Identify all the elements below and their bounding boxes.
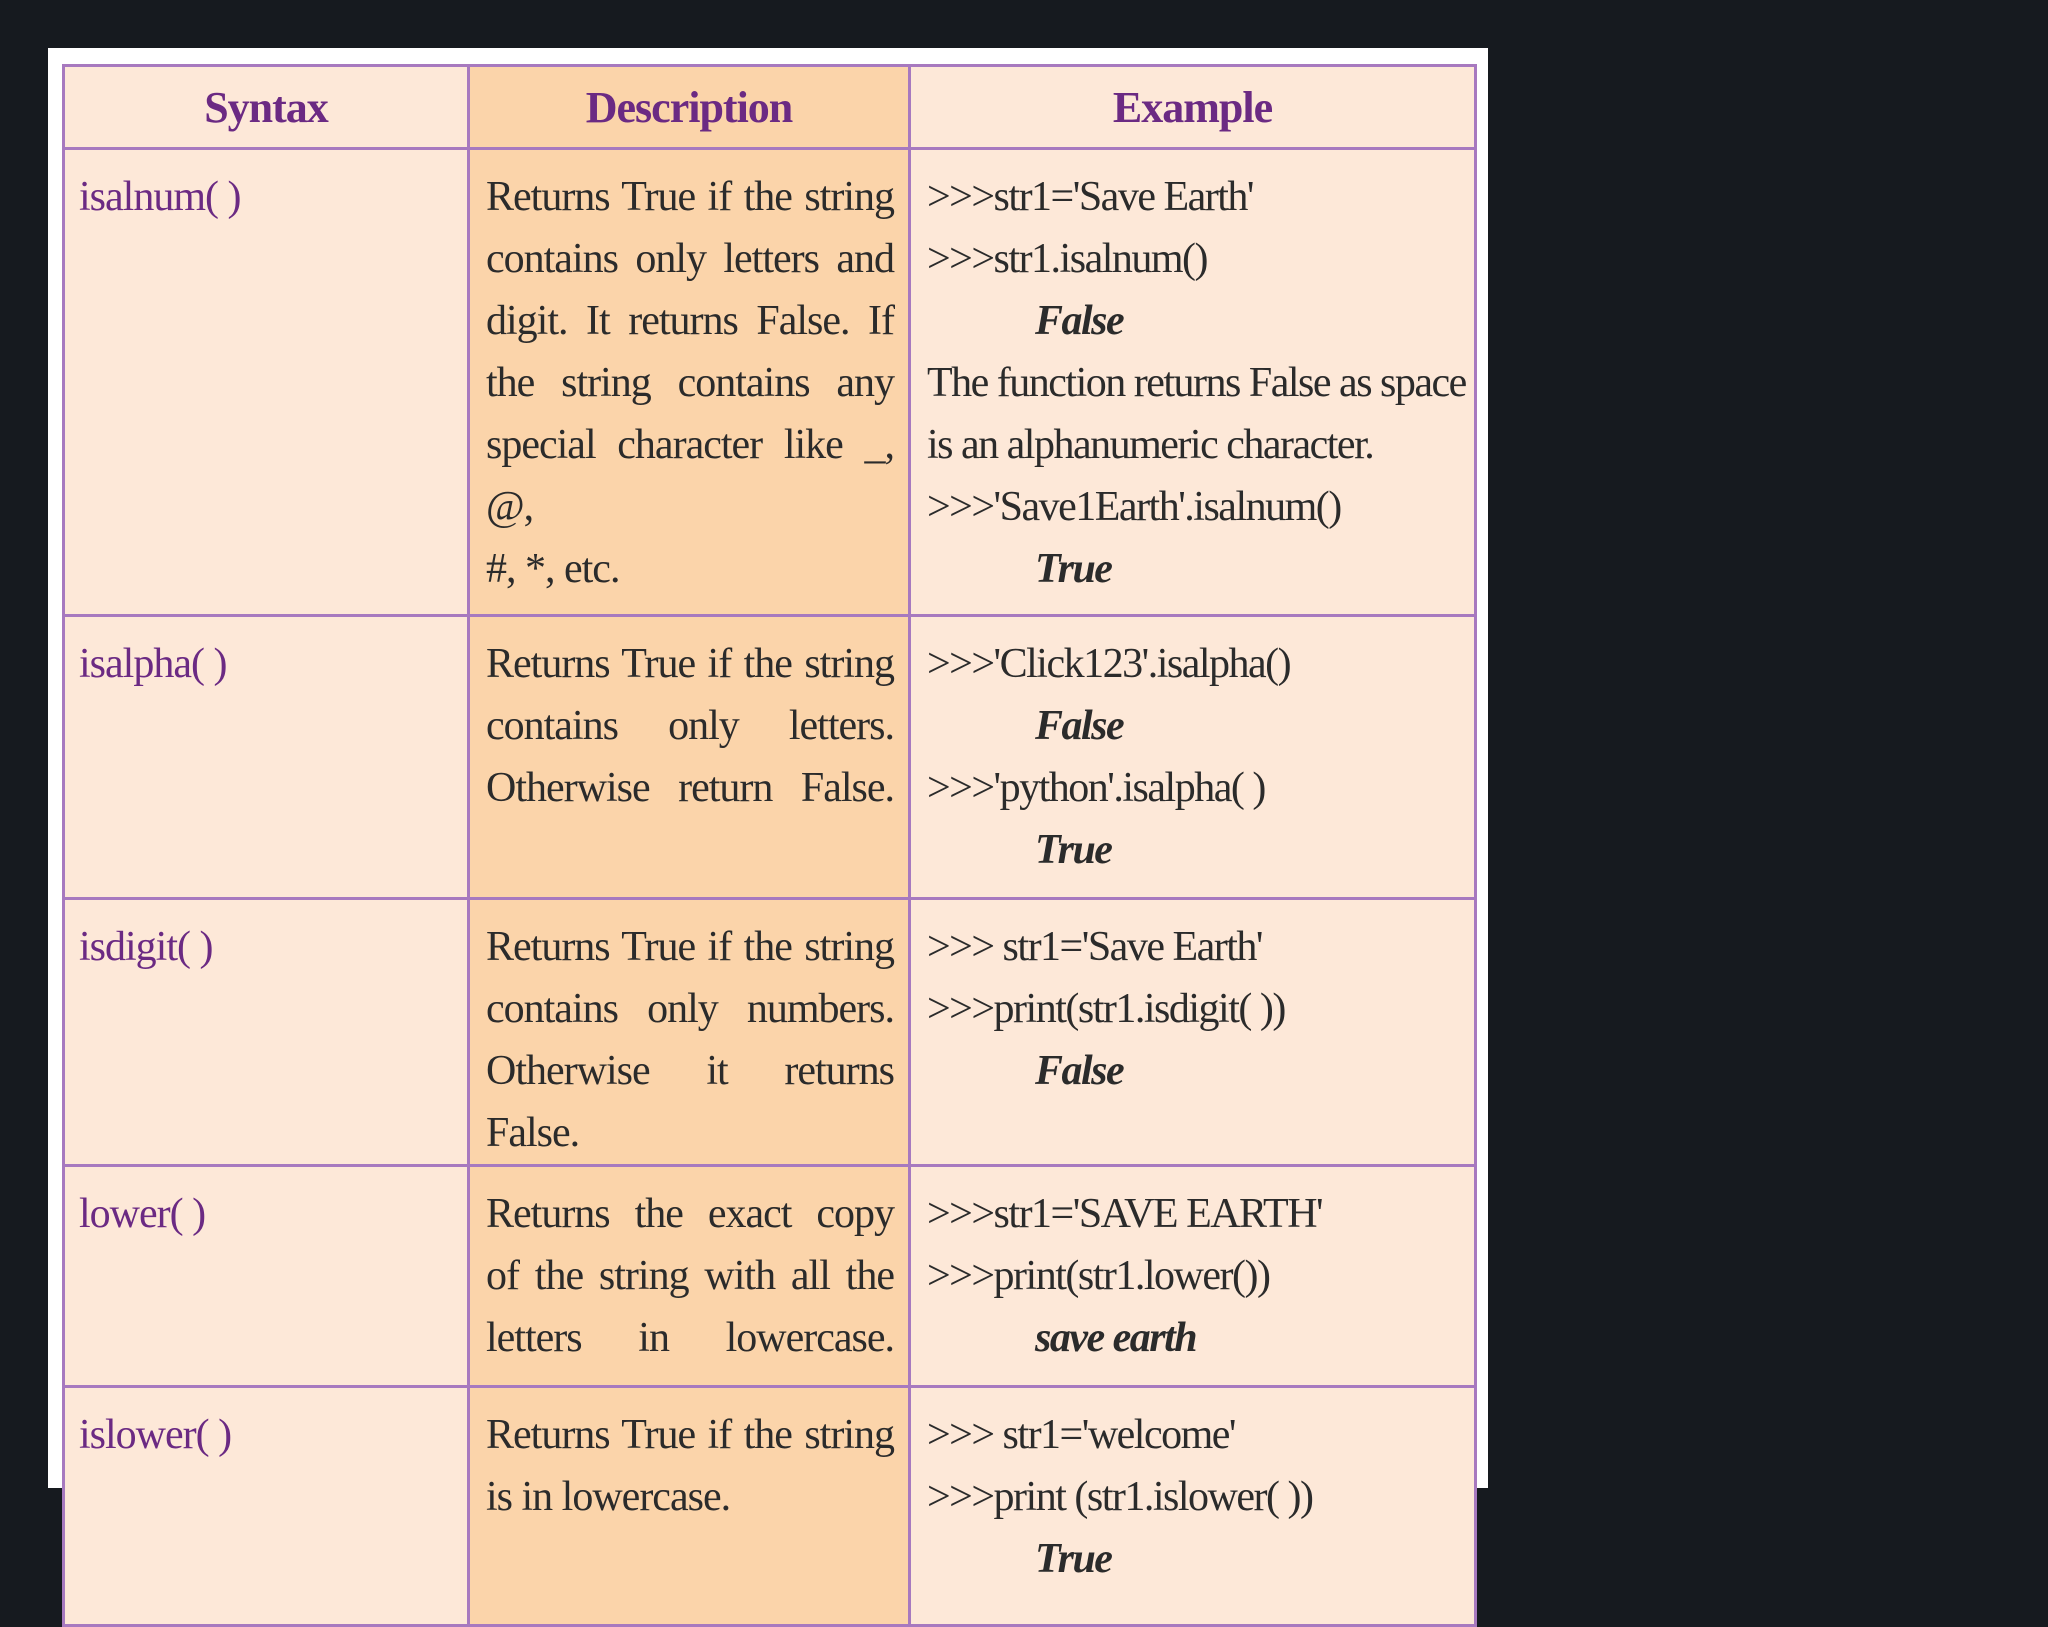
example-cell: [910, 899, 1476, 1166]
description-line: is in lowercase.: [486, 1474, 731, 1520]
description-line: Returns True if the string: [486, 1412, 894, 1458]
header-example: Example: [910, 66, 1476, 149]
example-result: False: [1035, 703, 1124, 749]
description-line: Returns the exact copy: [486, 1191, 894, 1237]
description-line: Returns True if the string: [486, 174, 894, 220]
example-note: The function returns False as space: [927, 360, 1466, 406]
description-cell: [469, 616, 910, 899]
example-code-line: >>>print (str1.islower( )): [927, 1474, 1313, 1520]
example-result: True: [1035, 1536, 1112, 1582]
table-row: [64, 149, 1476, 616]
table-row: [64, 1166, 1476, 1387]
table-row: [64, 616, 1476, 899]
example-code-line: >>> str1='Save Earth': [927, 924, 1262, 970]
example-code-line: >>>str1='SAVE EARTH': [927, 1191, 1323, 1237]
description-cell: [469, 899, 910, 1166]
example-cell: [910, 1166, 1476, 1387]
example-code-line: >>>'Click123'.isalpha(): [927, 641, 1291, 687]
example-code-line: >>>'python'.isalpha( ): [927, 765, 1265, 811]
header-syntax: Syntax: [64, 66, 469, 149]
description-line: #, *, etc.: [486, 546, 620, 592]
description-line: Otherwise it returns False.: [486, 1048, 894, 1156]
table-row: [64, 1387, 1476, 1626]
syntax-cell: islower( ): [64, 1387, 469, 1626]
description-line: digit. It returns False. If: [486, 298, 894, 344]
example-code-line: >>>str1='Save Earth': [927, 174, 1253, 220]
description-cell: [469, 1166, 910, 1387]
syntax-cell: isalnum( ): [64, 149, 469, 616]
example-result: False: [1035, 1048, 1124, 1094]
example-code-line: >>>'Save1Earth'.isalnum(): [927, 484, 1341, 530]
description-line: Returns True if the string: [486, 924, 894, 970]
example-code-line: >>>print(str1.lower()): [927, 1253, 1270, 1299]
table-row: [64, 899, 1476, 1166]
example-cell: [910, 149, 1476, 616]
example-cell: [910, 616, 1476, 899]
description-line: special character like _, @,: [486, 422, 894, 530]
example-cell: [910, 1387, 1476, 1626]
syntax-cell: isdigit( ): [64, 899, 469, 1166]
example-code-line: >>> str1='welcome': [927, 1412, 1235, 1458]
document-sheet: [48, 48, 1488, 1582]
description-cell: [469, 149, 910, 616]
example-code-line: >>>str1.isalnum(): [927, 236, 1208, 282]
example-result: False: [1035, 298, 1124, 344]
description-line: Otherwise return False.: [486, 765, 894, 811]
description-line: Returns True if the string: [486, 641, 894, 687]
syntax-cell: lower( ): [64, 1166, 469, 1387]
example-result: True: [1035, 827, 1112, 873]
table-header-row: [64, 66, 1476, 149]
example-code-line: >>>print(str1.isdigit( )): [927, 986, 1285, 1032]
description-line: contains only numbers.: [486, 986, 894, 1032]
description-line: contains only letters and: [486, 236, 894, 282]
example-result: save earth: [1035, 1315, 1197, 1361]
header-description: Description: [469, 66, 910, 149]
description-line: contains only letters.: [486, 703, 894, 749]
description-line: the string contains any: [486, 360, 894, 406]
string-methods-table: [62, 64, 1477, 1627]
description-cell: [469, 1387, 910, 1626]
description-line: of the string with all the: [486, 1253, 894, 1299]
example-result: True: [1035, 546, 1112, 592]
syntax-cell: isalpha( ): [64, 616, 469, 899]
example-note: is an alphanumeric character.: [927, 422, 1374, 468]
description-line: letters in lowercase.: [486, 1315, 894, 1361]
